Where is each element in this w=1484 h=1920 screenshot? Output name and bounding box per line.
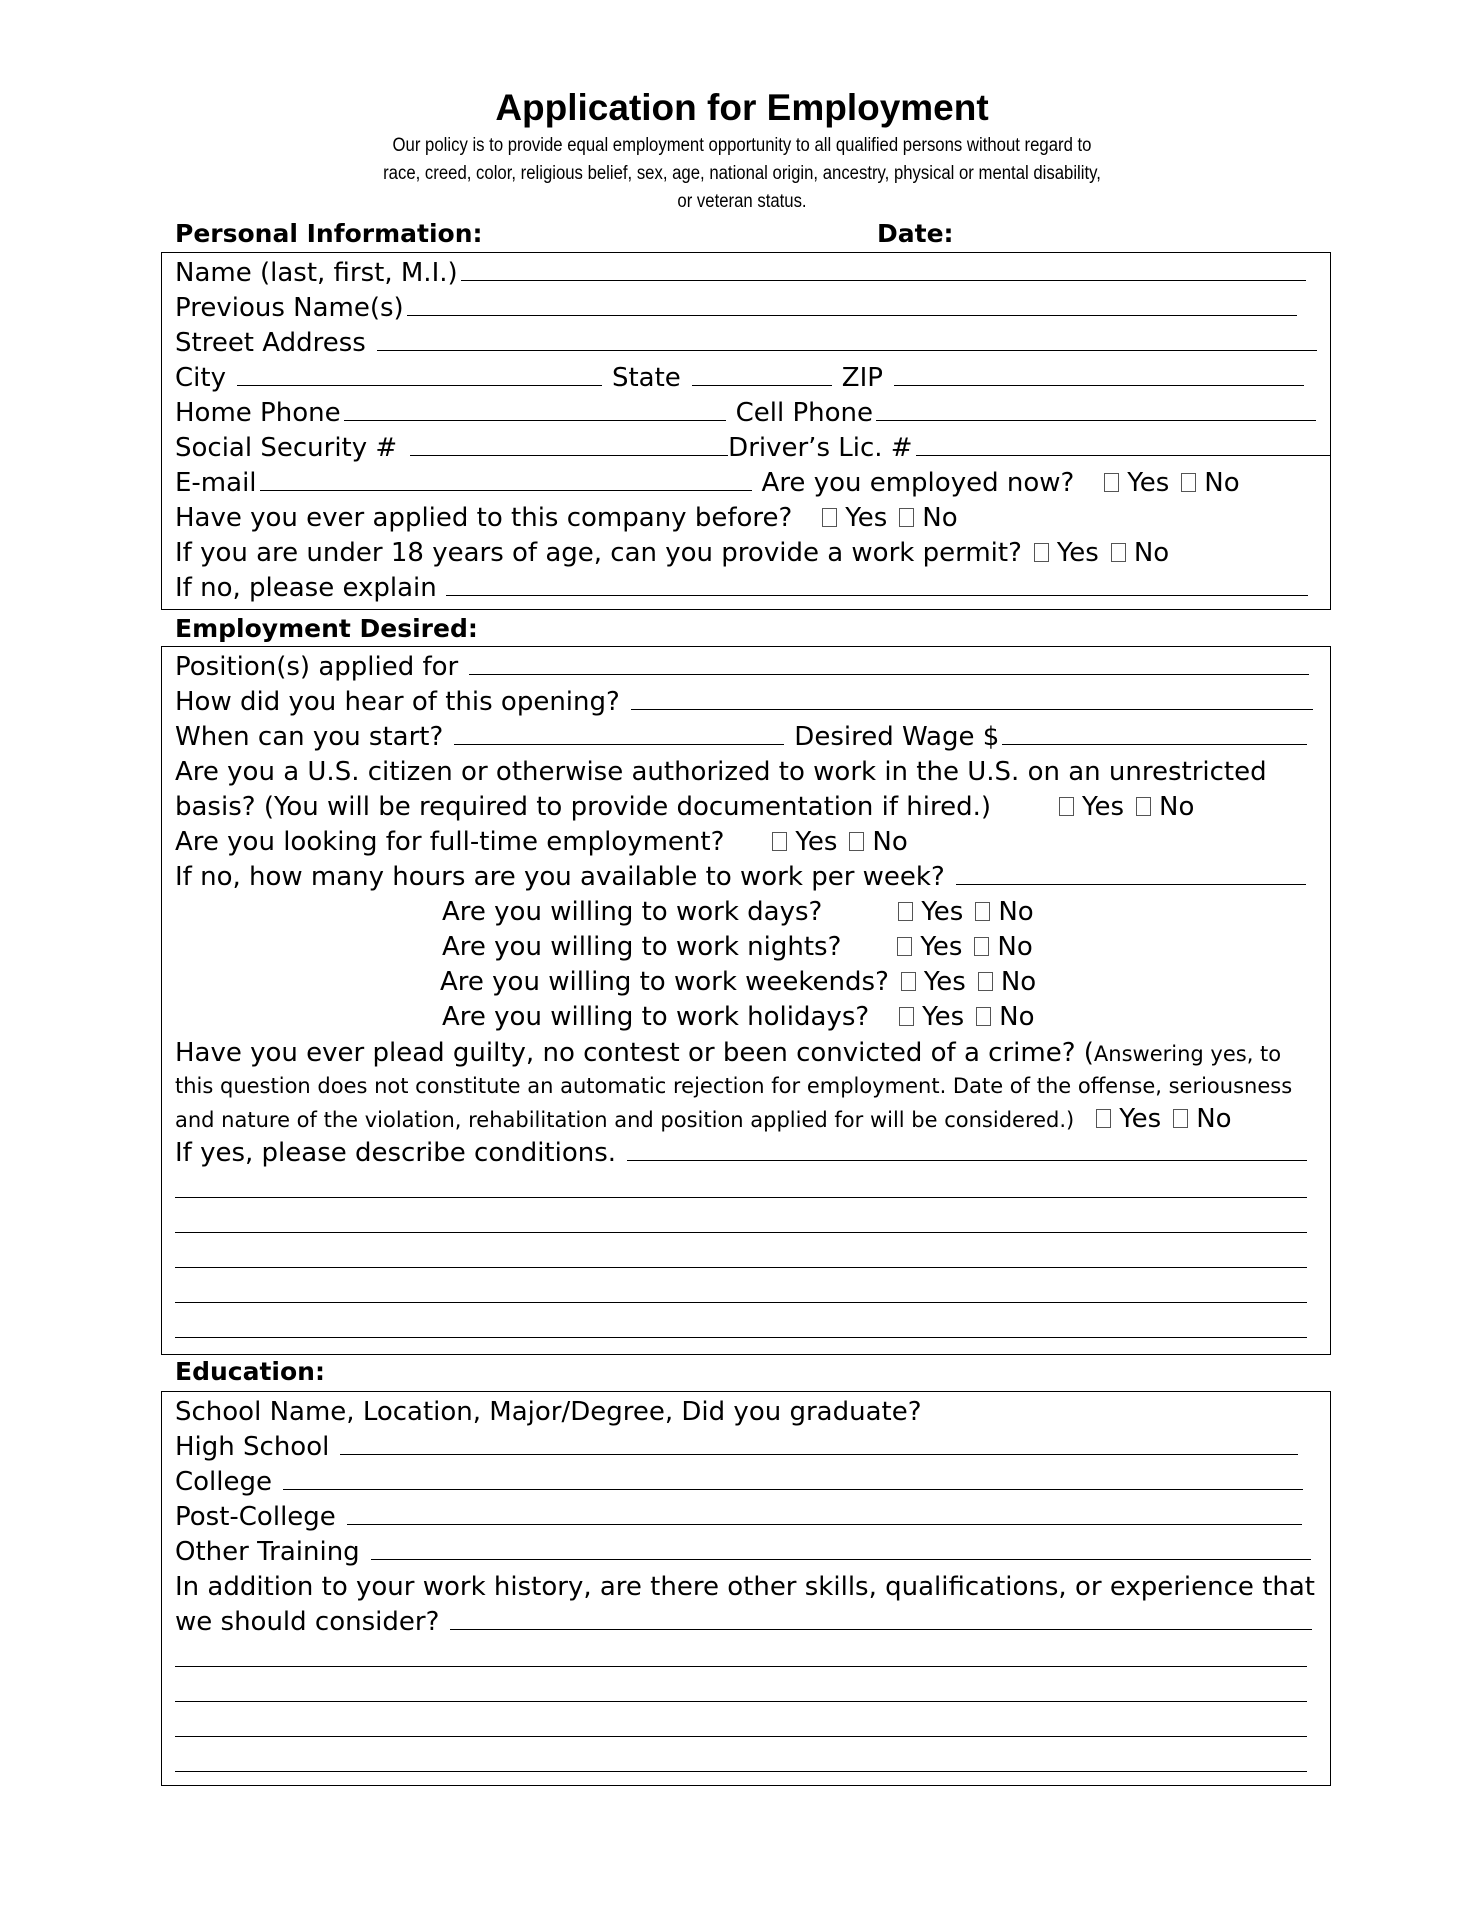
citizen-label-1: Are you a U.S. citizen or otherwise authorized to work in the U.S. on an unrestricted xyxy=(175,757,1267,787)
hear-row xyxy=(175,685,1313,720)
start-wage-row xyxy=(175,720,1307,755)
no-label: No xyxy=(1133,538,1170,568)
holidays-label: Are you willing to work holidays? xyxy=(442,1002,870,1032)
equal-opportunity-policy xyxy=(89,132,1395,216)
applied-before-options xyxy=(822,501,969,536)
weekends-row xyxy=(440,965,1048,1000)
crime-options xyxy=(1096,1102,1243,1137)
days-row xyxy=(442,895,1046,930)
high-school-field[interactable] xyxy=(340,1432,1298,1455)
zip-label: ZIP xyxy=(841,363,883,393)
applied-before-row xyxy=(175,501,970,536)
nights-row xyxy=(442,930,1045,965)
policy-line-2: race, creed, color, religious belief, sex, age, national origin, ancestry, physical or mental disability, xyxy=(383,163,1101,184)
weekends-label: Are you willing to work weekends? xyxy=(440,967,889,997)
crime-row-2 xyxy=(175,1069,1292,1104)
nights-no-checkbox[interactable] xyxy=(974,937,989,956)
no-label: No xyxy=(998,897,1034,927)
drivers-lic-label: Driver’s Lic. # xyxy=(728,433,913,463)
crime-row-1 xyxy=(175,1036,1281,1071)
positions-field[interactable] xyxy=(469,652,1309,675)
days-options xyxy=(898,895,1045,930)
holidays-row xyxy=(442,1000,1047,1035)
skills-field[interactable] xyxy=(450,1607,1312,1630)
crime-note-start: Answering yes, to xyxy=(1093,1042,1282,1066)
crime-yes-checkbox[interactable] xyxy=(1096,1109,1111,1128)
holidays-no-checkbox[interactable] xyxy=(976,1007,991,1026)
skills-line-3[interactable] xyxy=(175,1701,1307,1702)
positions-label: Position(s) applied for xyxy=(175,652,459,682)
full-time-label: Are you looking for full-time employment? xyxy=(175,827,725,857)
describe-row xyxy=(175,1136,1307,1171)
crime-note-line-3: and nature of the violation, rehabilitation and position applied for will be considered.) xyxy=(175,1108,1075,1132)
policy-line-1: Our policy is to provide equal employment opportunity to all qualified persons without regard to xyxy=(392,135,1092,156)
employed-now-no-checkbox[interactable] xyxy=(1181,473,1196,492)
skills-line-2[interactable] xyxy=(175,1666,1307,1667)
college-label: College xyxy=(175,1467,273,1497)
no-label: No xyxy=(999,1002,1035,1032)
name-field[interactable] xyxy=(461,258,1306,281)
wage-label: Desired Wage $ xyxy=(794,722,1000,752)
full-time-row xyxy=(175,825,920,860)
policy-line-3: or veteran status. xyxy=(677,191,807,212)
full-time-no-checkbox[interactable] xyxy=(849,832,864,851)
yes-label: Yes xyxy=(845,503,888,533)
post-college-field[interactable] xyxy=(347,1502,1302,1525)
start-field[interactable] xyxy=(454,722,784,745)
yes-label: Yes xyxy=(1082,792,1125,822)
yes-label: Yes xyxy=(1119,1104,1162,1134)
previous-names-label: Previous Name(s) xyxy=(175,293,404,323)
crime-row-3 xyxy=(175,1102,1244,1137)
describe-field[interactable] xyxy=(627,1138,1307,1161)
yes-label: Yes xyxy=(922,1002,965,1032)
hear-field[interactable] xyxy=(631,687,1313,710)
describe-line-4[interactable] xyxy=(175,1267,1307,1268)
employed-now-options xyxy=(1104,466,1251,501)
yes-label: Yes xyxy=(795,827,838,857)
no-label: No xyxy=(872,827,908,857)
no-label: No xyxy=(1204,468,1240,498)
employed-now-label: Are you employed now? xyxy=(761,468,1075,498)
email-row xyxy=(175,466,1252,501)
positions-row xyxy=(175,650,1309,685)
skills-label-1: In addition to your work history, are there other skills, qualifications, or experience that xyxy=(175,1572,1315,1602)
post-college-label: Post-College xyxy=(175,1502,336,1532)
citizen-options xyxy=(1059,790,1206,825)
crime-note-line-2: this question does not constitute an automatic rejection for employment. Date of the offense, seriousness xyxy=(175,1074,1293,1098)
hours-field[interactable] xyxy=(956,862,1306,885)
holidays-options xyxy=(899,1000,1046,1035)
citizen-row-2 xyxy=(175,790,1206,825)
weekends-yes-checkbox[interactable] xyxy=(901,972,916,991)
previous-names-field[interactable] xyxy=(407,293,1297,316)
email-label: E-mail xyxy=(175,468,257,498)
name-row xyxy=(175,256,1306,291)
college-row xyxy=(175,1465,1303,1500)
personal-information-heading: Personal Information: xyxy=(175,219,483,248)
cell-phone-field[interactable] xyxy=(876,398,1316,421)
work-permit-no-checkbox[interactable] xyxy=(1111,543,1126,562)
post-college-row xyxy=(175,1500,1302,1535)
other-training-field[interactable] xyxy=(371,1537,1311,1560)
email-field[interactable] xyxy=(260,468,752,491)
applied-before-no-checkbox[interactable] xyxy=(899,508,914,527)
citizen-row-1 xyxy=(175,755,1267,790)
drivers-lic-field[interactable] xyxy=(916,433,1331,456)
wage-field[interactable] xyxy=(1002,722,1307,745)
holidays-yes-checkbox[interactable] xyxy=(899,1007,914,1026)
describe-line-3[interactable] xyxy=(175,1232,1307,1233)
no-label: No xyxy=(1159,792,1195,822)
education-heading: Education: xyxy=(175,1357,325,1386)
nights-yes-checkbox[interactable] xyxy=(897,937,912,956)
explain-row xyxy=(175,571,1308,606)
college-field[interactable] xyxy=(283,1467,1303,1490)
citizen-label-2: basis? (You will be required to provide documentation if hired.) xyxy=(175,792,992,822)
cell-phone-label: Cell Phone xyxy=(735,398,873,428)
weekends-options xyxy=(901,965,1048,1000)
describe-line-5[interactable] xyxy=(175,1302,1307,1303)
ssn-field[interactable] xyxy=(410,433,728,456)
full-time-options xyxy=(772,825,919,860)
home-phone-label: Home Phone xyxy=(175,398,341,428)
full-time-yes-checkbox[interactable] xyxy=(772,832,787,851)
other-training-row xyxy=(175,1535,1311,1570)
high-school-label: High School xyxy=(175,1432,330,1462)
work-permit-yes-checkbox[interactable] xyxy=(1034,543,1049,562)
skills-line-4[interactable] xyxy=(175,1736,1307,1737)
citizen-no-checkbox[interactable] xyxy=(1136,797,1151,816)
high-school-row xyxy=(175,1430,1298,1465)
home-phone-field[interactable] xyxy=(344,398,726,421)
crime-label-1: Have you ever plead guilty, no contest or been convicted of a crime? ( xyxy=(175,1038,1094,1068)
city-label: City xyxy=(175,363,226,393)
describe-line-6[interactable] xyxy=(175,1337,1307,1338)
yes-label: Yes xyxy=(921,897,964,927)
no-label: No xyxy=(922,503,958,533)
days-yes-checkbox[interactable] xyxy=(898,902,913,921)
phone-row xyxy=(175,396,1316,431)
city-field[interactable] xyxy=(237,363,602,386)
ssn-label: Social Security # xyxy=(175,433,398,463)
education-intro: School Name, Location, Major/Degree, Did you graduate? xyxy=(175,1397,922,1427)
employment-desired-heading: Employment Desired: xyxy=(175,614,478,643)
crime-no-checkbox[interactable] xyxy=(1173,1109,1188,1128)
state-label: State xyxy=(611,363,681,393)
no-label: No xyxy=(997,932,1033,962)
work-permit-label: If you are under 18 years of age, can you provide a work permit? xyxy=(175,538,1022,568)
hear-label: How did you hear of this opening? xyxy=(175,687,620,717)
city-state-zip-row xyxy=(175,361,1304,396)
days-no-checkbox[interactable] xyxy=(975,902,990,921)
yes-label: Yes xyxy=(923,967,966,997)
describe-label: If yes, please describe conditions. xyxy=(175,1138,617,1168)
hours-label: If no, how many hours are you available to work per week? xyxy=(175,862,945,892)
skills-row-1 xyxy=(175,1570,1315,1605)
describe-line-2[interactable] xyxy=(175,1197,1307,1198)
no-label: No xyxy=(1196,1104,1232,1134)
skills-line-5[interactable] xyxy=(175,1771,1307,1772)
name-label: Name (last, first, M.I.) xyxy=(175,258,458,288)
nights-options xyxy=(897,930,1044,965)
ssn-row xyxy=(175,431,1331,466)
nights-label: Are you willing to work nights? xyxy=(442,932,842,962)
applied-before-yes-checkbox[interactable] xyxy=(822,508,837,527)
no-label: No xyxy=(1000,967,1037,997)
start-label: When can you start? xyxy=(175,722,444,752)
employed-now-yes-checkbox[interactable] xyxy=(1104,473,1119,492)
zip-field[interactable] xyxy=(894,363,1304,386)
skills-row-2 xyxy=(175,1605,1312,1640)
explain-label: If no, please explain xyxy=(175,573,437,603)
page-title: Application for Employment xyxy=(495,87,989,128)
weekends-no-checkbox[interactable] xyxy=(978,972,993,991)
yes-label: Yes xyxy=(1127,468,1170,498)
other-training-label: Other Training xyxy=(175,1537,360,1567)
skills-label-2: we should consider? xyxy=(175,1607,440,1637)
street-row xyxy=(175,326,1317,361)
yes-label: Yes xyxy=(920,932,963,962)
education-intro-row xyxy=(175,1395,922,1430)
days-label: Are you willing to work days? xyxy=(442,897,823,927)
date-label: Date: xyxy=(877,219,954,248)
explain-field[interactable] xyxy=(446,573,1308,596)
state-field[interactable] xyxy=(692,363,832,386)
street-label: Street Address xyxy=(175,328,366,358)
street-field[interactable] xyxy=(377,328,1317,351)
hours-row xyxy=(175,860,1306,895)
previous-names-row xyxy=(175,291,1297,326)
work-permit-row xyxy=(175,536,1181,571)
applied-before-label: Have you ever applied to this company before? xyxy=(175,503,793,533)
work-permit-options xyxy=(1034,536,1181,571)
citizen-yes-checkbox[interactable] xyxy=(1059,797,1074,816)
yes-label: Yes xyxy=(1056,538,1099,568)
